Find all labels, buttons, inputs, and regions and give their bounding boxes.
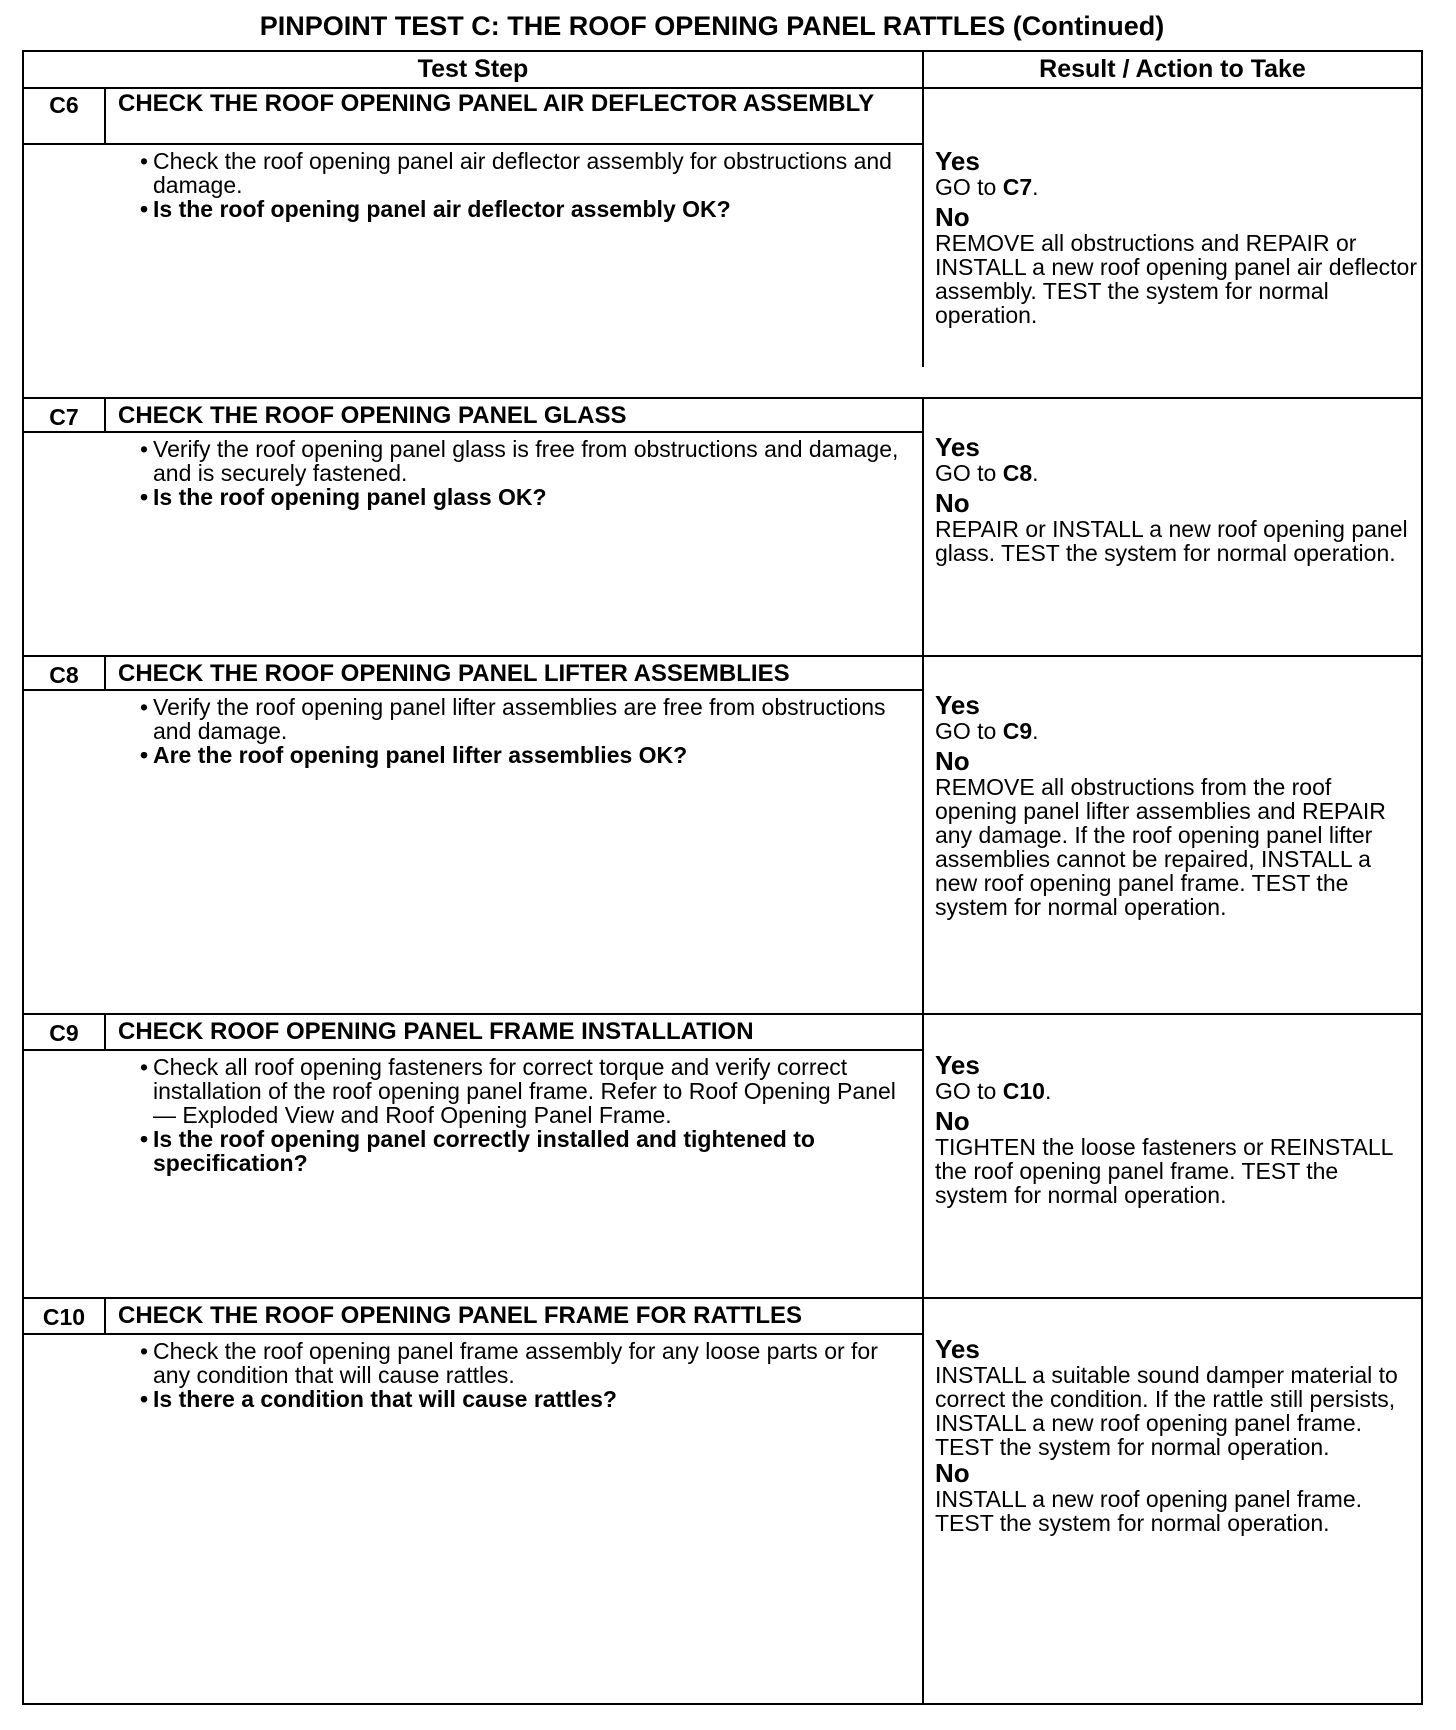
result-action-cell [935, 433, 1417, 565]
step-title: CHECK THE ROOF OPENING PANEL AIR DEFLECTOR ASSEMBLY [118, 90, 875, 117]
step-header [24, 399, 922, 433]
no-label: No [935, 746, 970, 776]
step-row-c9 [24, 1013, 1421, 1297]
question-item: • Is the roof opening panel air deflector assembly OK? [116, 197, 906, 221]
yes-label: Yes [935, 146, 980, 176]
result-action-cell [935, 691, 1417, 919]
question-item: • Is the roof opening panel glass OK? [116, 485, 906, 509]
instruction-item: • Verify the roof opening panel lifter assemblies are free from obstructions and damage. [116, 695, 906, 743]
yes-action: INSTALL a suitable sound damper material to correct the condition. If the rattle still persists, INSTALL a new roof opening panel frame. TEST the system for normal operation. [935, 1362, 1398, 1460]
no-action: REMOVE all obstructions from the roof opening panel lifter assemblies and REPAIR any damage. If the roof opening panel lifter assemblies cannot be repaired, INSTALL a new roof opening panel frame. TEST the system for normal operation. [935, 774, 1386, 920]
step-row-c8 [24, 655, 1421, 1013]
table-header [24, 52, 1421, 89]
instruction-item: • Check the roof opening panel air deflector assembly for obstructions and damage. [116, 149, 906, 197]
step-id: C8 [24, 657, 106, 689]
step-row-c6 [24, 87, 1421, 367]
step-id: C7 [24, 399, 106, 431]
step-header [24, 1299, 922, 1335]
next-step-ref: C7 [1002, 174, 1033, 200]
next-step-ref: C9 [1002, 718, 1033, 744]
test-step-cell [24, 657, 924, 1013]
result-action-cell [935, 147, 1417, 327]
yes-action: GO to C9. [935, 718, 1039, 744]
pinpoint-test-table [22, 50, 1423, 1705]
no-label: No [935, 1106, 970, 1136]
step-title: CHECK THE ROOF OPENING PANEL LIFTER ASSEMBLIES [118, 660, 790, 687]
result-action-cell [935, 1051, 1417, 1207]
no-action: TIGHTEN the loose fasteners or REINSTALL the roof opening panel frame. TEST the system for normal operation. [935, 1134, 1393, 1208]
step-title: CHECK ROOF OPENING PANEL FRAME INSTALLATION [118, 1018, 754, 1045]
header-test-step: Test Step [24, 52, 924, 87]
test-step-cell [24, 1299, 924, 1703]
question-item: • Is the roof opening panel correctly installed and tightened to specification? [116, 1127, 906, 1175]
step-header [24, 657, 922, 691]
step-header [24, 1015, 922, 1051]
step-instructions [116, 1055, 906, 1175]
step-header [24, 87, 922, 145]
no-action: REPAIR or INSTALL a new roof opening panel glass. TEST the system for normal operation. [935, 516, 1408, 566]
no-action: REMOVE all obstructions and REPAIR or INSTALL a new roof opening panel air deflector assembly. TEST the system for normal operation. [935, 230, 1418, 328]
step-title: CHECK THE ROOF OPENING PANEL FRAME FOR RATTLES [118, 1302, 803, 1329]
step-instructions [116, 437, 906, 509]
no-action: INSTALL a new roof opening panel frame. TEST the system for normal operation. [935, 1486, 1363, 1536]
next-step-ref: C8 [1002, 460, 1033, 486]
next-step-ref: C10 [1002, 1078, 1045, 1104]
yes-label: Yes [935, 1334, 980, 1364]
instruction-item: • Verify the roof opening panel glass is free from obstructions and damage, and is securely fastened. [116, 437, 906, 485]
question-item: • Are the roof opening panel lifter assemblies OK? [116, 743, 906, 767]
instruction-item: • Check the roof opening panel frame assembly for any loose parts or for any condition that will cause rattles. [116, 1339, 906, 1387]
no-label: No [935, 488, 970, 518]
yes-label: Yes [935, 432, 980, 462]
test-step-cell [24, 399, 924, 655]
yes-action: GO to C7. [935, 174, 1039, 200]
page-title: PINPOINT TEST C: THE ROOF OPENING PANEL RATTLES (Continued) [259, 11, 1165, 41]
test-step-cell [24, 87, 924, 367]
no-label: No [935, 1458, 970, 1488]
step-id: C6 [24, 87, 106, 143]
no-label: No [935, 202, 970, 232]
step-title: CHECK THE ROOF OPENING PANEL GLASS [118, 402, 627, 429]
test-step-cell [24, 1015, 924, 1297]
yes-label: Yes [935, 1050, 980, 1080]
header-result-action: Result / Action to Take [1039, 55, 1306, 83]
yes-label: Yes [935, 690, 980, 720]
step-instructions [116, 695, 906, 767]
step-instructions [116, 1339, 906, 1411]
question-item: • Is there a condition that will cause rattles? [116, 1387, 906, 1411]
step-id: C9 [24, 1015, 106, 1049]
step-instructions [116, 149, 906, 221]
step-row-c10 [24, 1297, 1421, 1703]
step-id: C10 [24, 1299, 106, 1333]
step-row-c7 [24, 397, 1421, 655]
yes-action: GO to C10. [935, 1078, 1052, 1104]
instruction-item: • Check all roof opening fasteners for correct torque and verify correct installation of the roof opening panel frame. Refer to Roof Opening Panel — Exploded View and Roof Opening Panel Frame. [116, 1055, 906, 1127]
yes-action: GO to C8. [935, 460, 1039, 486]
result-action-cell [935, 1335, 1417, 1535]
